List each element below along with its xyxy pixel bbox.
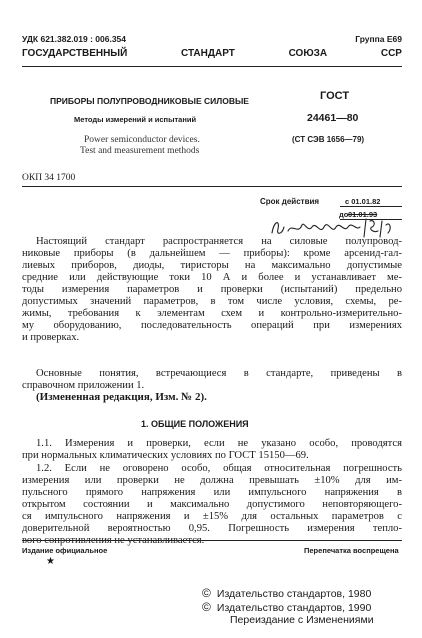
section-heading: 1. ОБЩИЕ ПОЛОЖЕНИЯ bbox=[141, 419, 249, 429]
text-line: при нормальных климатических условиях по ГОСТ 15150—69. bbox=[22, 450, 309, 461]
group-code: Группа Е69 bbox=[355, 34, 402, 44]
validity-from: с 01.01.82 bbox=[345, 197, 381, 206]
text-line: вого сопротивления не устанавливается. bbox=[22, 535, 205, 546]
text-line: средние или действующие токи 10 А и более и устанавливает ме- bbox=[22, 272, 402, 283]
text-line: допустимых значений параметров, в том числе условия, схемы, ре- bbox=[22, 296, 402, 307]
header-rule bbox=[22, 66, 402, 67]
text-line: Основные понятия, встречающиеся в стандарте, приведены в bbox=[36, 368, 402, 379]
copyright-text: Издательство стандартов, 1980 bbox=[216, 588, 372, 600]
text-line: тоды измерения параметров и проверки (испытаний) предельно bbox=[22, 284, 402, 295]
copyright-icon: © bbox=[202, 586, 211, 600]
text-line: открытом состоянии и максимально допустимого неповторяющего- bbox=[22, 499, 402, 510]
header-word: СТАНДАРТ bbox=[180, 48, 235, 59]
copyright-line bbox=[202, 586, 371, 600]
state-standard-header bbox=[22, 48, 402, 59]
text-line: 1.1. Измерения и проверки, если не указано особо, проводятся bbox=[36, 438, 402, 449]
note-paragraph bbox=[22, 368, 402, 392]
validity-underline bbox=[340, 206, 402, 207]
amendment-note: (Измененная редакция, Изм. № 2). bbox=[36, 391, 207, 403]
text-line: никовые приборы (в дальнейшем — приборы): кроме арсенид-гал- bbox=[22, 248, 402, 259]
clause-1-2 bbox=[22, 463, 402, 547]
header-word: СОЮЗА bbox=[288, 48, 328, 59]
text-line: пульсного прямого напряжения или импульсного напряжения в bbox=[22, 487, 402, 498]
reprint-prohibited-label: Перепечатка воспрещена bbox=[304, 546, 399, 555]
text-line: ся импульсного напряжения и ±15% для остальных параметров с bbox=[22, 511, 402, 522]
star-icon: ★ bbox=[46, 556, 55, 567]
text-line: доверительной вероятностью 0,95. Погрешность измерения тепло- bbox=[22, 523, 402, 534]
gost-label: ГОСТ bbox=[320, 90, 350, 102]
intro-paragraph bbox=[22, 236, 402, 344]
udk-code: УДК 621.382.019 : 006.354 bbox=[22, 34, 127, 44]
validity-label: Срок действия bbox=[260, 197, 320, 206]
text-line: и проверках. bbox=[22, 332, 80, 343]
okp-code: ОКП 34 1700 bbox=[22, 173, 76, 183]
text-line: му оборудованию, последовательность операций при измерениях bbox=[22, 320, 402, 331]
copyright-text: Издательство стандартов, 1990 bbox=[216, 602, 372, 614]
st-sev-reference: (СТ СЭВ 1656—79) bbox=[292, 135, 365, 144]
text-line: справочном приложении 1. bbox=[22, 380, 145, 391]
copyright-icon: © bbox=[202, 600, 211, 614]
header-word: ГОСУДАРСТВЕННЫЙ bbox=[22, 48, 128, 59]
copyright-line bbox=[202, 600, 371, 614]
subtitle-en: Test and measurement methods bbox=[80, 146, 200, 156]
text-line: 1.2. Если не оговорено особо, общая относительная погрешность bbox=[36, 463, 402, 474]
text-line: жимы, требования к элементам схем и контрольно-измерительно- bbox=[22, 308, 402, 319]
text-line: лиевых приборов, диоды, тиристоры на максимально допустимые bbox=[22, 260, 402, 271]
footer-rule bbox=[22, 540, 402, 541]
validity-to-struck: 01.01.93 bbox=[348, 210, 378, 219]
text-line: измерения или проверки не должна превышать ±10% для им- bbox=[22, 475, 402, 486]
subtitle-ru: Методы измерений и испытаний bbox=[74, 115, 197, 124]
gost-number: 24461—80 bbox=[307, 112, 359, 124]
official-edition-label: Издание официальное bbox=[22, 546, 108, 555]
text-line: Настоящий стандарт распространяется на силовые полупровод- bbox=[36, 236, 402, 247]
section-rule bbox=[22, 186, 402, 187]
reissue-note: Переиздание с Изменениями bbox=[230, 614, 374, 626]
title-ru: ПРИБОРЫ ПОЛУПРОВОДНИКОВЫЕ СИЛОВЫЕ bbox=[50, 96, 249, 106]
header-word: ССР bbox=[380, 48, 402, 59]
title-en: Power semiconductor devices. bbox=[84, 135, 200, 145]
validity-to-prefix: до bbox=[339, 210, 349, 219]
clause-1-1 bbox=[22, 438, 402, 462]
